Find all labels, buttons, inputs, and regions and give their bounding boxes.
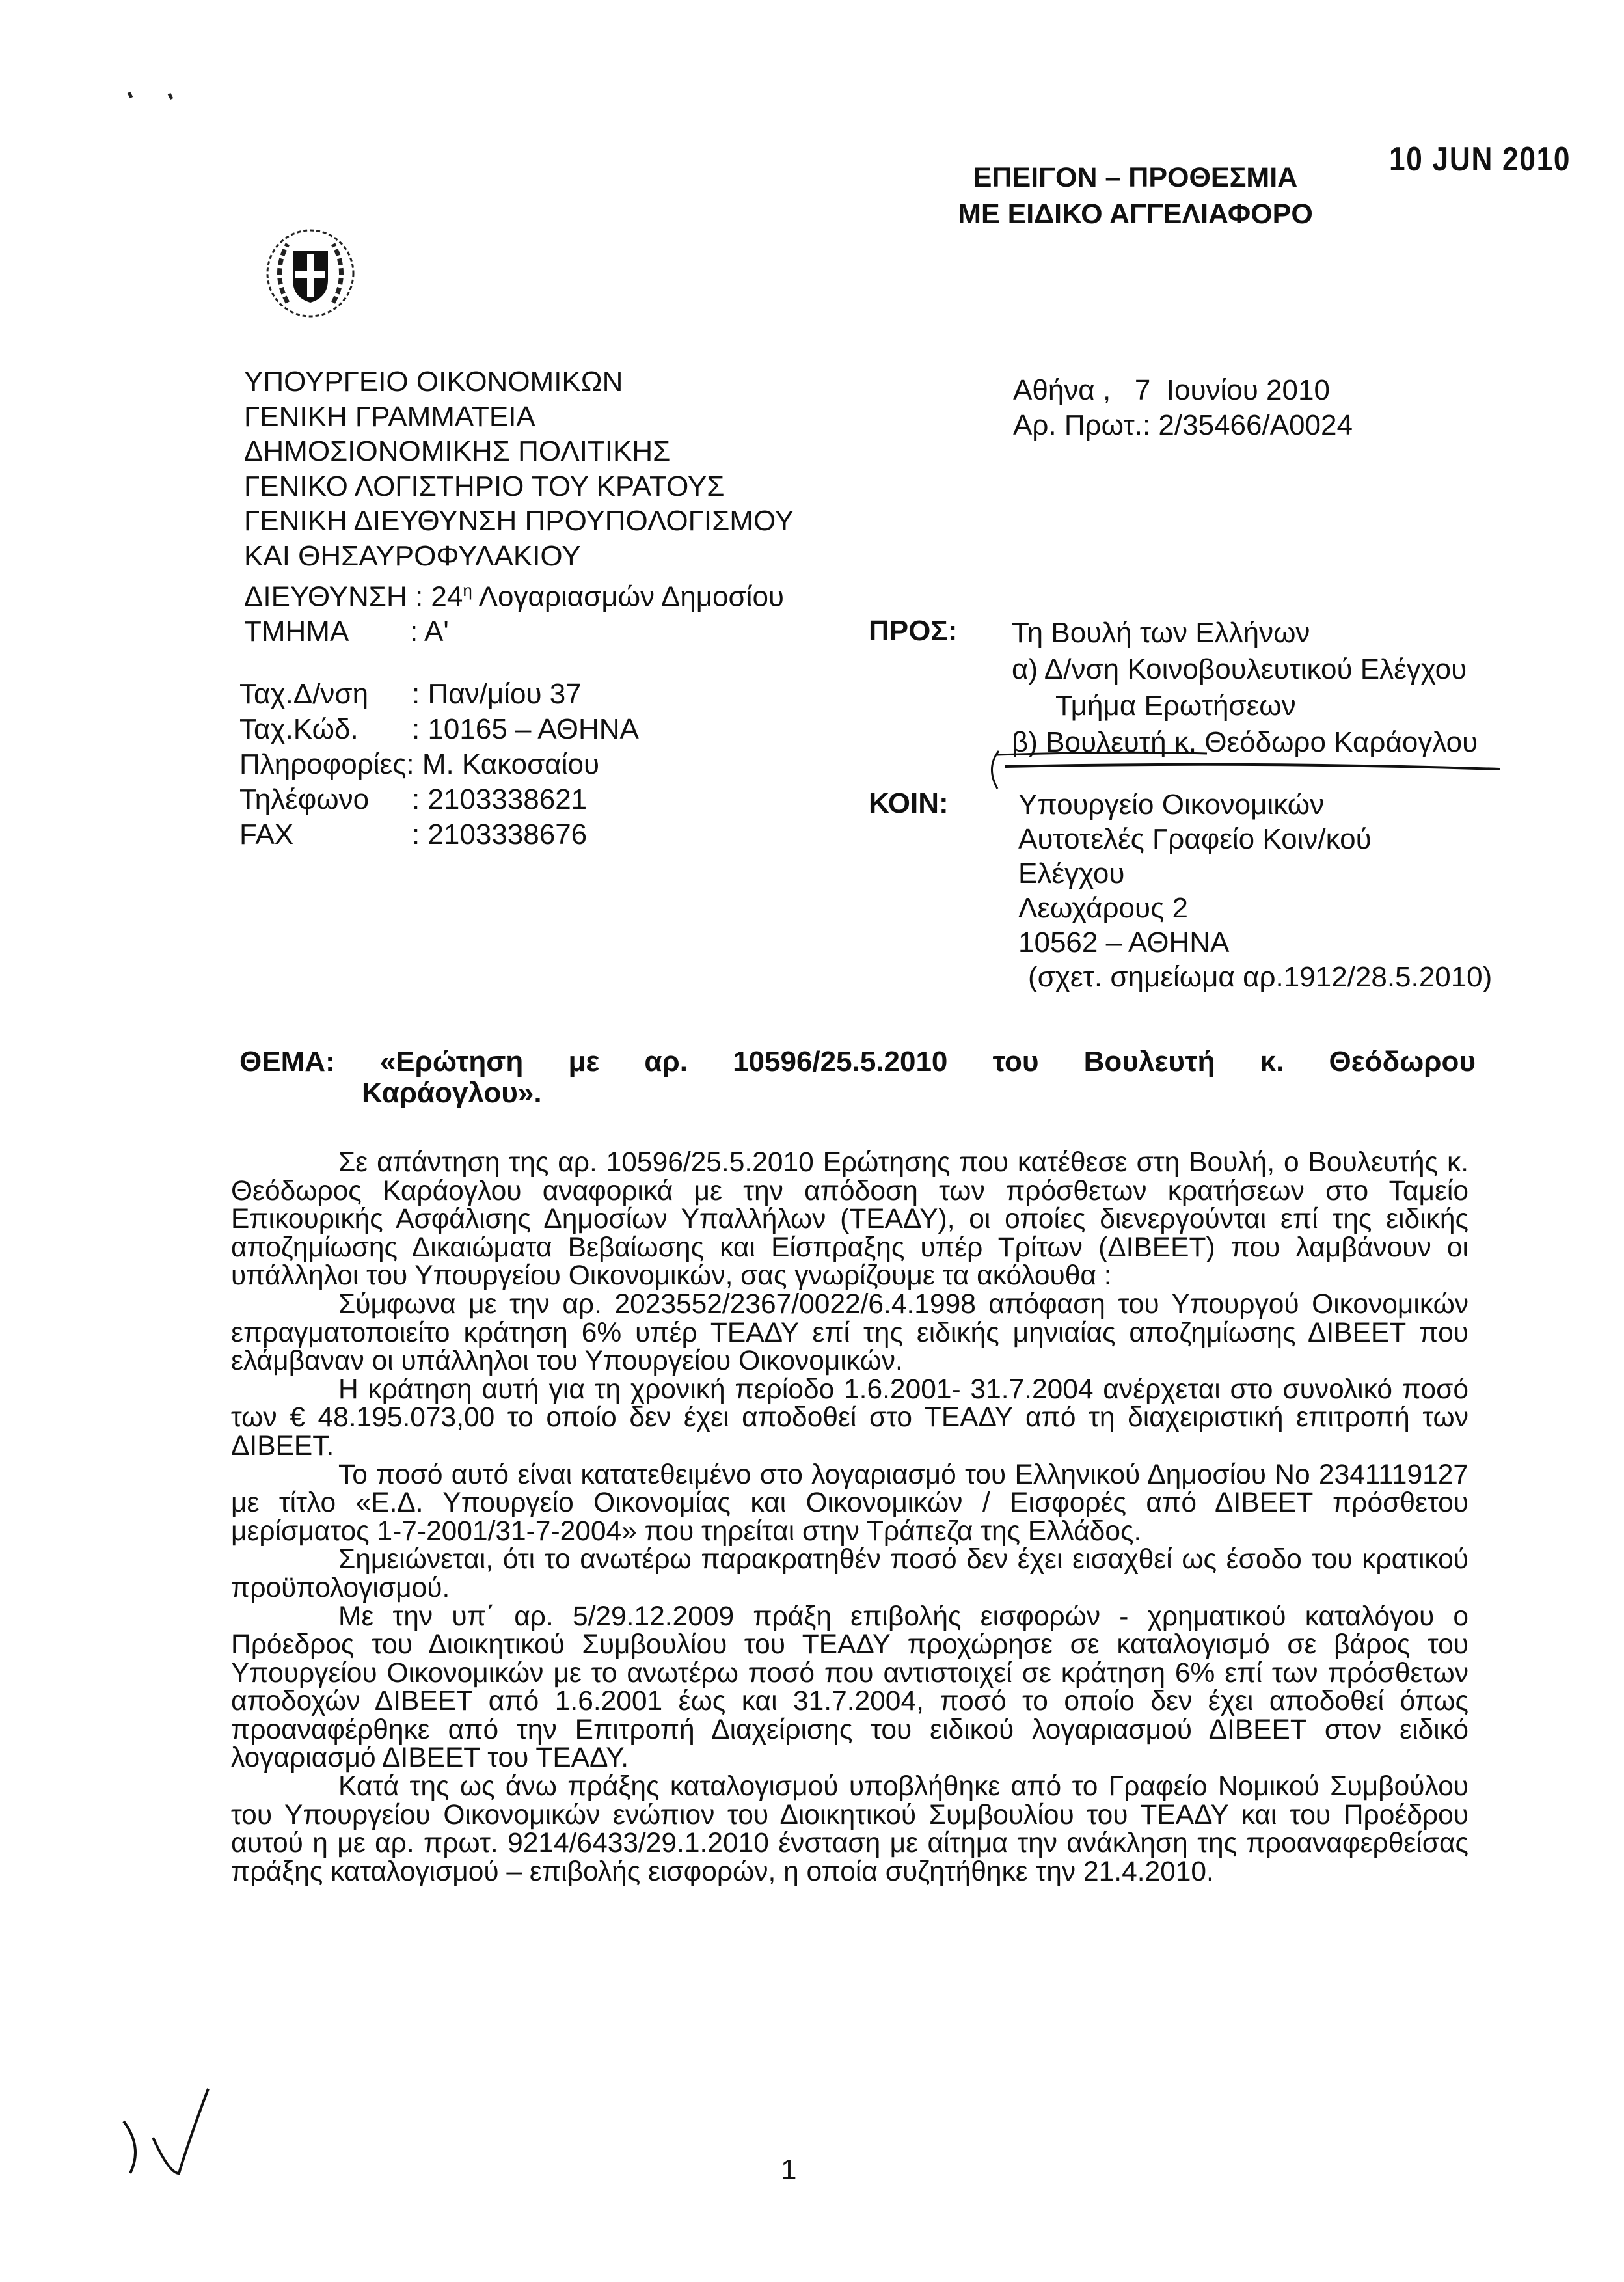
handwritten-initials [117,2076,241,2180]
to-line: α) Δ/νση Κοινοβουλευτικού Ελέγχου [1012,653,1467,685]
page-number: 1 [781,2154,797,2186]
letter-body [231,1148,1468,1886]
contact-postcode [239,712,639,747]
contact-block [239,677,639,852]
address-value: : Παν/μίου 37 [412,678,582,710]
fax-label: FAX [239,819,294,850]
to-line: Τμήμα Ερωτήσεων [1055,690,1296,722]
cc-line: 10562 – ΑΘΗΝΑ [1018,927,1230,958]
subject-word: με [568,1046,600,1078]
handwritten-mark [979,748,1012,794]
subject-word: του [992,1046,1039,1078]
postcode-label: Ταχ.Κώδ. [239,713,359,745]
place-date: Αθήνα , 7 Ιουνίου 2010 [1013,374,1330,406]
subject-word: κ. [1260,1046,1284,1078]
cc-line: (σχετ. σημείωμα αρ.1912/28.5.2010) [1028,961,1493,993]
place-date-block [1013,373,1353,443]
protocol-number: Αρ. Πρωτ.: 2/35466/Α0024 [1013,409,1353,441]
directorate-line [244,573,794,614]
sender-line: ΓΕΝΙΚΗ ΔΙΕΥΘΥΝΣΗ ΠΡΟΥΠΟΛΟΓΙΣΜΟΥ [244,505,794,537]
subject-line-2: Καράογλου». [362,1077,542,1109]
directorate-sup: η [463,580,472,600]
contact-phone [239,782,639,817]
phone-label: Τηλέφωνο [239,783,370,815]
subject-word: «Ερώτηση [379,1046,524,1078]
sender-line: ΓΕΝΙΚΟ ΛΟΓΙΣΤΗΡΙΟ ΤΟΥ ΚΡΑΤΟΥΣ [244,470,725,502]
section-line [244,614,794,649]
urgency-header [924,159,1347,232]
sender-line: ΚΑΙ ΘΗΣΑΥΡΟΦΥΛΑΚΙΟΥ [244,539,581,572]
to-label: ΠΡΟΣ: [869,615,958,647]
address-label: Ταχ.Δ/νση [239,678,369,710]
scan-marks [124,85,195,117]
sender-line: ΓΕΝΙΚΗ ΓΡΑΜΜΑΤΕΙΑ [244,400,535,433]
body-paragraph: Σύμφωνα με την αρ. 2023552/2367/0022/6.4.1998 απόφαση του Υπουργού Οικονομικών επραγματοποιείτο κράτηση 6% υπέρ ΤΕΑΔΥ επί της ειδικής μηνιαίας αποζημίωσης ΔΙΒΕΕΤ που ελάμβαναν οι υπάλληλοι του Υπουργείου Οικονομικών. [231,1288,1468,1377]
body-paragraph: Με την υπ΄ αρ. 5/29.12.2009 πράξη επιβολής εισφορών - χρηματικού καταλόγου ο Πρόεδρος του Διοικητικού Συμβουλίου του ΤΕΑΔΥ προχώρησε σε καταλογισμό σε βάρος του Υπουργείου Οικονομικών με το ανωτέρω ποσό που αντιστοιχεί σε κράτηση 6% επί των πρόσθετων αποδοχών ΔΙΒΕΕΤ από 1.6.2001 έως και 31.7.2004, ποσό το οποίο δεν έχει αποδοθεί όπως προαναφέρθηκε από την Επιτροπή Διαχείρισης του ειδικού λογαριασμού ΔΙΒΕΕΤ στον ειδικό λογαριασμό ΔΙΒΕΕΤ του ΤΕΑΔΥ. [231,1601,1468,1774]
contact-address [239,677,639,712]
subject-word: αρ. [644,1046,688,1078]
to-block [982,615,1478,761]
body-paragraph: Η κράτηση αυτή για τη χρονική περίοδο 1.6.2001- 31.7.2004 ανέρχεται στο συνολικό ποσό των € 48.195.073,00 το οποίο δεν έχει αποδοθεί στο ΤΕΑΔΥ από τη διαχειριστική επιτροπή των ΔΙΒΕΕΤ. [231,1374,1468,1461]
info-label: Πληροφορίες [239,748,407,780]
cc-line: Υπουργείο Οικονομικών [1018,789,1325,821]
postcode-value: : 10165 – ΑΘΗΝΑ [412,713,639,745]
cc-line: Αυτοτελές Γραφείο Κοιν/κού [1018,823,1372,855]
section-label: ΤΜΗΜΑ [244,616,349,648]
to-line: Τη Βουλή των Ελλήνων [1012,617,1310,649]
phone-value: : 2103338621 [412,783,588,815]
contact-fax [239,817,639,852]
to-line: β) Βουλευτή κ. Θεόδωρο Καράογλου [1012,726,1478,758]
subject-word: 10596/25.5.2010 [733,1046,948,1078]
subject-word: Θεόδωρου [1329,1046,1476,1078]
directorate-value: : 24 [414,580,463,613]
info-value: : Μ. Κακοσαίου [406,748,600,780]
subject-line-1 [239,1046,1476,1078]
body-paragraph: Το ποσό αυτό είναι κατατεθειμένο στο λογαριασμό του Ελληνικού Δημοσίου Νο 2341119127 με τίτλο «Ε.Δ. Υπουργείο Οικονομίας και Οικονομικών / Εισφορές από ΔΙΒΕΕΤ πρόσθετου μερίσματος 1-7-2001/31-7-2004» που τηρείται στην Τράπεζα της Ελλάδος. [231,1459,1468,1547]
directorate-rest: Λογαριασμών Δημοσίου [472,580,784,613]
sender-line: ΥΠΟΥΡΓΕΙΟ ΟΙΚΟΝΟΜΙΚΩΝ [244,366,623,398]
received-date-stamp: 10 JUN 2010 [1389,141,1571,178]
urgency-line-2: ΜΕ ΕΙΔΙΚΟ ΑΓΓΕΛΙΑΦΟΡΟ [958,198,1313,230]
body-paragraph: Σημειώνεται, ότι το ανωτέρω παρακρατηθέν ποσό δεν έχει εισαχθεί ως έσοδο του κρατικού προϋπολογισμού. [231,1544,1468,1603]
subject-word: Βουλευτή [1083,1046,1215,1078]
handwritten-underline [992,748,1506,774]
section-value: : Α' [410,616,449,648]
directorate-label: ΔΙΕΥΘΥΝΣΗ [244,580,407,613]
cc-line: Λεωχάρους 2 [1018,892,1188,924]
body-paragraph: Σε απάντηση της αρ. 10596/25.5.2010 Ερώτησης που κατέθεσε στη Βουλή, ο Βουλευτής κ. Θεόδωρος Καράογλου αναφορικά με την απόδοση των πρόσθετων κρατήσεων στο Ταμείο Επικουρικής Ασφάλισης Δημοσίων Υπαλλήλων (ΤΕΑΔΥ), οι οποίες διενεργούνται επί της ειδικής αποζημίωσης Δικαιώματα Βεβαίωσης και Είσπραξης υπέρ Τρίτων (ΔΙΒΕΕΤ) που λαμβάνουν οι υπάλληλοι του Υπουργείου Οικονομικών, σας γνωρίζουμε τα ακόλουθα : [231,1147,1468,1292]
subject-label: ΘΕΜΑ: [239,1046,335,1078]
cc-block [1018,787,1492,994]
cc-label: ΚΟΙΝ: [869,787,949,819]
cc-line: Ελέγχου [1018,858,1125,890]
greek-coat-of-arms-icon [262,224,359,322]
subject-block [239,1046,1476,1109]
contact-info [239,747,639,782]
sender-block [244,364,794,649]
fax-value: : 2103338676 [412,819,588,850]
sender-line: ΔΗΜΟΣΙΟΝΟΜΙΚΗΣ ΠΟΛΙΤΙΚΗΣ [244,435,671,467]
urgency-line-1: ΕΠΕΙΓΟΝ – ΠΡΟΘΕΣΜΙΑ [973,162,1298,193]
body-paragraph: Κατά της ως άνω πράξης καταλογισμού υποβλήθηκε από το Γραφείο Νομικού Συμβούλου του Υπουργείου Οικονομικών ενώπιον του Διοικητικού Συμβουλίου του ΤΕΑΔΥ και του Προέδρου αυτού η με αρ. πρωτ. 9214/6433/29.1.2010 ένσταση με αίτημα την ανάκληση της προαναφερθείσας πράξης καταλογισμού – επιβολής εισφορών, η οποία συζητήθηκε την 21.4.2010. [231,1771,1468,1887]
